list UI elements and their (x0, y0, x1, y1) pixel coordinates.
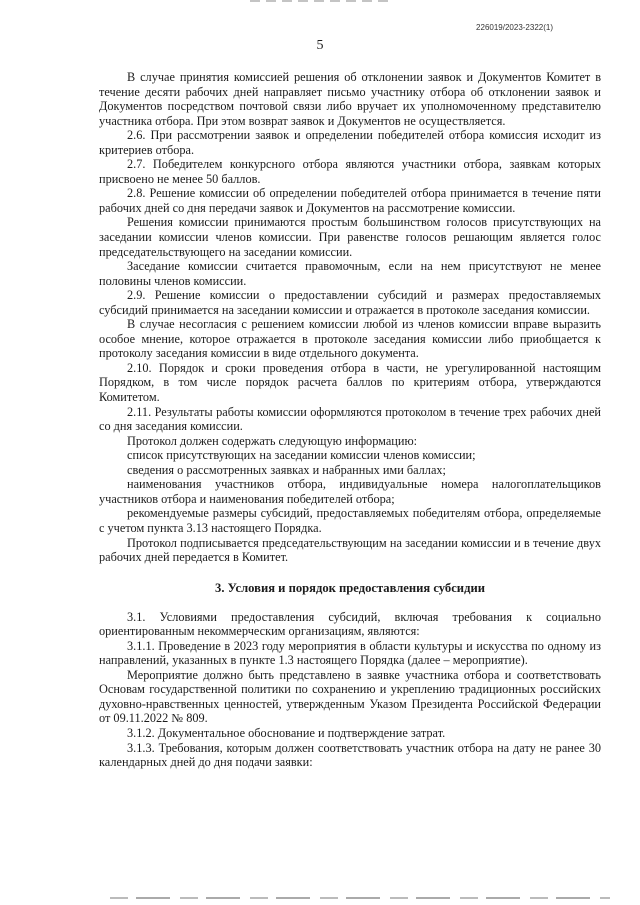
list-item: рекомендуемые размеры субсидий, предоставляемых победителям отбора, определяемые с учетом пункта 3.13 настоящего Порядка. (99, 506, 601, 535)
paragraph: В случае несогласия с решением комиссии любой из членов комиссии вправе выразить особое мнение, которое отражается в протоколе заседания комиссии либо приобщается к протоколу заседания комиссии в виде отдельного документа. (99, 317, 601, 361)
paragraph: Заседание комиссии считается правомочным, если на нем присутствуют не менее половины членов комиссии. (99, 259, 601, 288)
paragraph: Мероприятие должно быть представлено в заявке участника отбора и соответствовать Основам государственной политики по сохранению и укреплению традиционных российских духовно-нравственных ценностей, утвержденным Указом Президента Российской Федерации от 09.11.2022 № 809. (99, 667, 601, 726)
paragraph: 2.10. Порядок и сроки проведения отбора в части, не урегулированной настоящим Порядком, в том числе порядок расчета баллов по критериям отбора, утверждаются Комитетом. (99, 360, 601, 405)
paragraph: Решения комиссии принимаются простым большинством голосов присутствующих на заседании комиссии членов комиссии. При равенстве голосов решающим является голос председательствующего на заседании комиссии. (99, 215, 601, 259)
paragraph: Протокол должен содержать следующую информацию: (127, 433, 418, 448)
paragraph: 2.6. При рассмотрении заявок и определении победителей отбора комиссия исходит из критериев отбора. (99, 128, 601, 157)
page-number: 5 (316, 38, 324, 53)
list-item: сведения о рассмотренных заявках и набранных ими баллах; (127, 462, 446, 477)
list-item: список присутствующих на заседании комиссии членов комиссии; (127, 448, 476, 463)
scan-artifact-top (250, 0, 390, 2)
paragraph: Протокол подписывается председательствующим на заседании комиссии и в течение двух рабочих дней передается в Комитет. (99, 535, 601, 565)
paragraph: В случае принятия комиссией решения об отклонении заявок и Документов Комитет в течение десяти рабочих дней направляет письмо участнику отбора об отклонении заявок и Документов посредством почтовой связи либо вручает их уполномоченному представителю участника отбора. При этом возврат заявок и Документов не осуществляется. (99, 70, 601, 128)
paragraph: 2.9. Решение комиссии о предоставлении субсидий и размерах предоставляемых субсидий принимается на заседании комиссии и отражается в протоколе заседания комиссии. (99, 288, 601, 317)
scan-artifact-bottom (110, 897, 610, 899)
document-body (99, 70, 601, 770)
section-heading: 3. Условия и порядок предоставления субсидии (215, 580, 485, 595)
paragraph: 3.1. Условиями предоставления субсидий, включая требования к социально ориентированным некоммерческим организациям, являются: (99, 609, 601, 639)
document-registration-number: 226019/2023-2322(1) (476, 23, 553, 32)
paragraph: 2.7. Победителем конкурсного отбора являются участники отбора, заявкам которых присвоено не менее 50 баллов. (99, 157, 601, 186)
paragraph: 3.1.3. Требования, которым должен соответствовать участник отбора на дату не ранее 30 календарных дней до дня подачи заявки: (99, 740, 601, 770)
paragraph: 3.1.1. Проведение в 2023 году мероприятия в области культуры и искусства по одному из направлений, указанных в пункте 1.3 настоящего Порядка (далее – мероприятие). (99, 638, 601, 668)
list-item: наименования участников отбора, индивидуальные номера налогоплательщиков участников отбора и наименования победителей отбора; (99, 477, 601, 506)
paragraph: 2.8. Решение комиссии об определении победителей отбора принимается в течение пяти рабочих дней со дня передачи заявок и Документов на рассмотрение комиссии. (99, 186, 601, 215)
paragraph: 2.11. Результаты работы комиссии оформляются протоколом в течение трех рабочих дней со дня заседания комиссии. (99, 404, 601, 434)
paragraph: 3.1.2. Документальное обоснование и подтверждение затрат. (127, 725, 446, 740)
